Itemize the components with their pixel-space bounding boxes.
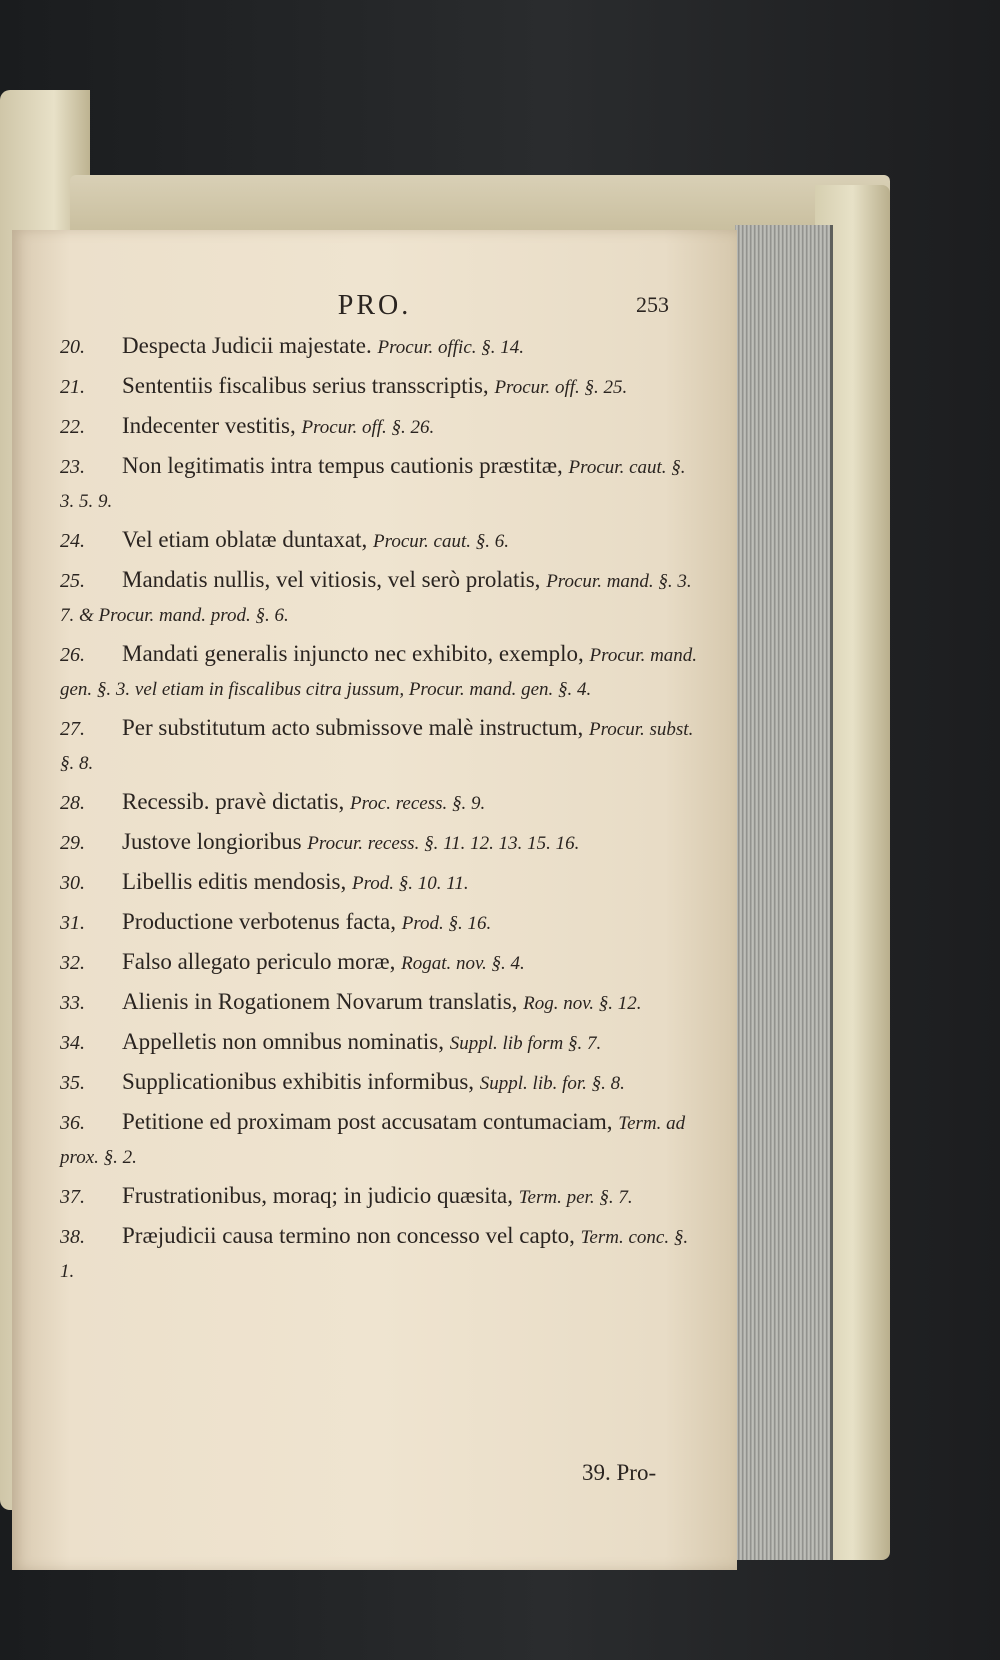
entry-reference: Prod. §. 16.	[401, 913, 492, 934]
list-item	[60, 946, 700, 980]
entry-number: 27.	[60, 718, 85, 740]
list-item	[60, 1106, 700, 1174]
list-item	[60, 906, 700, 940]
entry-text: Sententiis fiscalibus serius transscriptis,	[122, 373, 489, 398]
list-item	[60, 524, 700, 558]
entry-text: Præjudicii causa termino non concesso vel capto,	[122, 1223, 575, 1248]
entry-number: 28.	[60, 792, 85, 814]
entry-text: Recessib. pravè dictatis,	[122, 789, 345, 814]
list-item	[60, 986, 700, 1020]
list-item	[60, 1220, 700, 1288]
entry-number: 24.	[60, 530, 85, 552]
list-item	[60, 450, 700, 518]
entry-number: 26.	[60, 644, 85, 666]
entry-number: 29.	[60, 832, 85, 854]
list-item	[60, 1026, 700, 1060]
entry-reference: Proc. recess. §. 9.	[350, 793, 486, 814]
list-item	[60, 712, 700, 780]
catchword: 39. Pro-	[582, 1460, 657, 1485]
list-item	[60, 866, 700, 900]
entry-reference: Rog. nov. §. 12.	[523, 993, 642, 1014]
entry-number: 32.	[60, 952, 85, 974]
entry-text: Productione verbotenus facta,	[122, 909, 396, 934]
entry-text: Vel etiam oblatæ duntaxat,	[122, 527, 368, 552]
entry-text: Libellis editis mendosis,	[122, 869, 347, 894]
entry-text: Per substitutum acto submissove malè instructum,	[122, 715, 584, 740]
page-number: 253	[636, 292, 669, 317]
running-head: PRO.	[337, 290, 412, 321]
entry-text: Alienis in Rogationem Novarum translatis,	[122, 989, 518, 1014]
entry-reference: Suppl. lib form §. 7.	[449, 1033, 602, 1054]
entry-text: Despecta Judicii majestate.	[122, 333, 372, 358]
entry-number: 31.	[60, 912, 85, 934]
list-item	[60, 786, 700, 820]
list-item	[60, 564, 700, 632]
entry-number: 23.	[60, 456, 85, 478]
entry-text: Indecenter vestitis,	[122, 413, 296, 438]
entry-text: Mandatis nullis, vel vitiosis, vel serò prolatis,	[122, 567, 541, 592]
entry-number: 25.	[60, 570, 85, 592]
entry-reference: Procur. mand. §. 3. 7. & Procur. mand. prod. §. 6.	[60, 571, 692, 626]
entry-text: Appelletis non omnibus nominatis,	[122, 1029, 444, 1054]
entry-number: 22.	[60, 416, 85, 438]
entry-text: Non legitimatis intra tempus cautionis præstitæ,	[122, 453, 563, 478]
entry-text: Justove longioribus	[122, 829, 302, 854]
entry-text: Falso allegato periculo moræ,	[122, 949, 396, 974]
entry-reference: Procur. recess. §. 11. 12. 13. 15. 16.	[307, 833, 580, 854]
list-item	[60, 370, 700, 404]
entry-reference: Term. conc. §. 1.	[60, 1227, 689, 1282]
entry-reference: Procur. mand. gen. §. 3. vel etiam in fiscalibus citra jussum, Procur. mand. gen. §. 4.	[60, 645, 698, 700]
entry-text: Frustrationibus, moraq; in judicio quæsita,	[122, 1183, 513, 1208]
entry-number: 36.	[60, 1112, 85, 1134]
entry-reference: Procur. off. §. 25.	[494, 377, 628, 398]
entry-number: 34.	[60, 1032, 85, 1054]
entry-reference: Term. per. §. 7.	[518, 1187, 633, 1208]
entry-number: 20.	[60, 336, 85, 358]
entry-reference: Procur. caut. §. 6.	[373, 531, 510, 552]
list-item	[60, 826, 700, 860]
list-item	[60, 638, 700, 706]
book-page	[12, 230, 737, 1570]
list-item	[60, 410, 700, 444]
list-item	[60, 330, 700, 364]
entry-reference: Term. ad prox. §. 2.	[60, 1113, 686, 1168]
entry-number: 35.	[60, 1072, 85, 1094]
list-item	[60, 1180, 700, 1214]
entry-reference: Procur. offic. §. 14.	[377, 337, 525, 358]
entry-reference: Procur. off. §. 26.	[301, 417, 435, 438]
entry-reference: Procur. caut. §. 3. 5. 9.	[60, 457, 686, 512]
entry-reference: Rogat. nov. §. 4.	[401, 953, 525, 974]
entry-number: 33.	[60, 992, 85, 1014]
entry-text: Mandati generalis injuncto nec exhibito, exemplo,	[122, 641, 584, 666]
list-item	[60, 1066, 700, 1100]
entry-list	[60, 330, 700, 1294]
page-edges	[735, 225, 833, 1560]
entry-reference: Procur. subst. §. 8.	[60, 719, 694, 774]
entry-number: 30.	[60, 872, 85, 894]
book-cover-top-edge	[70, 175, 890, 230]
entry-number: 21.	[60, 376, 85, 398]
entry-text: Petitione ed proximam post accusatam contumaciam,	[122, 1109, 613, 1134]
entry-reference: Suppl. lib. for. §. 8.	[479, 1073, 625, 1094]
entry-reference: Prod. §. 10. 11.	[352, 873, 469, 894]
entry-number: 37.	[60, 1186, 85, 1208]
entry-text: Supplicationibus exhibitis informibus,	[122, 1069, 475, 1094]
entry-number: 38.	[60, 1226, 85, 1248]
